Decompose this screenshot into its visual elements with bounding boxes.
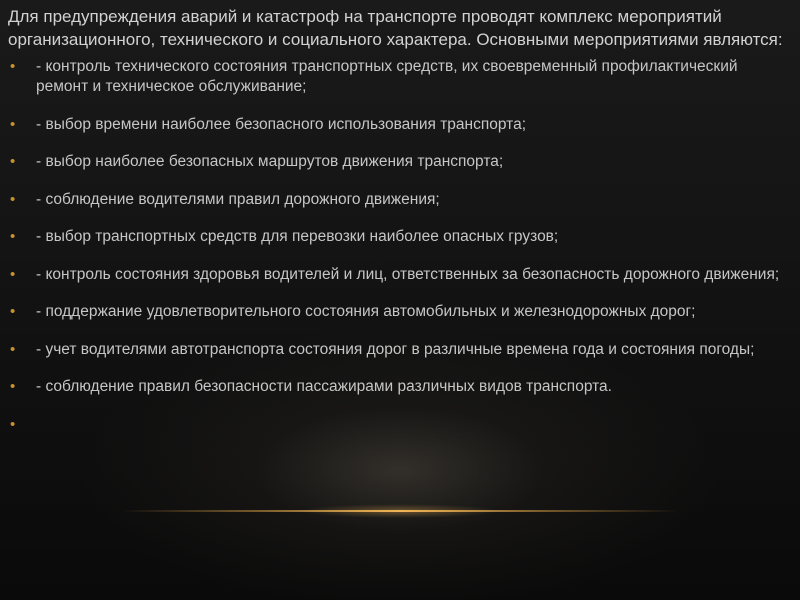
bullet-icon: • — [10, 378, 16, 395]
list-item — [8, 377, 788, 397]
list-item-text: - контроль состояния здоровья водителей и лиц, ответственных за безопасность дорожного движения; — [36, 265, 780, 283]
bullet-icon: • — [10, 58, 16, 75]
list-item — [8, 265, 788, 285]
list-item-text: - контроль технического состояния транспортных средств, их своевременный профилактический ремонт и техническое обслуживание; — [36, 58, 738, 95]
bullet-icon: • — [10, 265, 16, 283]
bullet-icon: • — [10, 115, 16, 133]
bullet-icon: • — [10, 415, 16, 433]
list-item — [8, 190, 788, 210]
bullet-icon: • — [10, 228, 16, 245]
list-item-text: - учет водителями автотранспорта состояния дорог в различные времена года и состояния погоды; — [36, 340, 755, 358]
list-item — [8, 115, 788, 135]
slide-content — [8, 6, 788, 433]
bullet-icon: • — [10, 190, 16, 208]
list-item-text: - выбор времени наиболее безопасного использования транспорта; — [36, 115, 526, 133]
bullet-icon: • — [10, 303, 16, 320]
list-item-text: - выбор транспортных средств для перевозки наиболее опасных грузов; — [36, 228, 559, 245]
list-item-text: - соблюдение правил безопасности пассажирами различных видов транспорта. — [36, 378, 612, 395]
bullet-icon: • — [10, 340, 16, 358]
measures-list — [8, 57, 788, 433]
bullet-icon: • — [10, 153, 16, 170]
list-item — [8, 152, 788, 172]
list-item — [8, 57, 788, 97]
intro-paragraph: Для предупреждения аварий и катастроф на транспорте проводят комплекс мероприятий организационного, технического и социального характера. Основными мероприятиями являются: — [8, 7, 783, 49]
list-item — [8, 302, 788, 322]
list-item-text: - соблюдение водителями правил дорожного движения; — [36, 190, 440, 208]
list-item-text: - выбор наиболее безопасных маршрутов движения транспорта; — [36, 153, 504, 170]
list-item — [8, 340, 788, 360]
list-item-text: - поддержание удовлетворительного состояния автомобильных и железнодорожных дорог; — [36, 303, 696, 320]
list-item — [8, 227, 788, 247]
accent-glow-line — [120, 510, 680, 512]
